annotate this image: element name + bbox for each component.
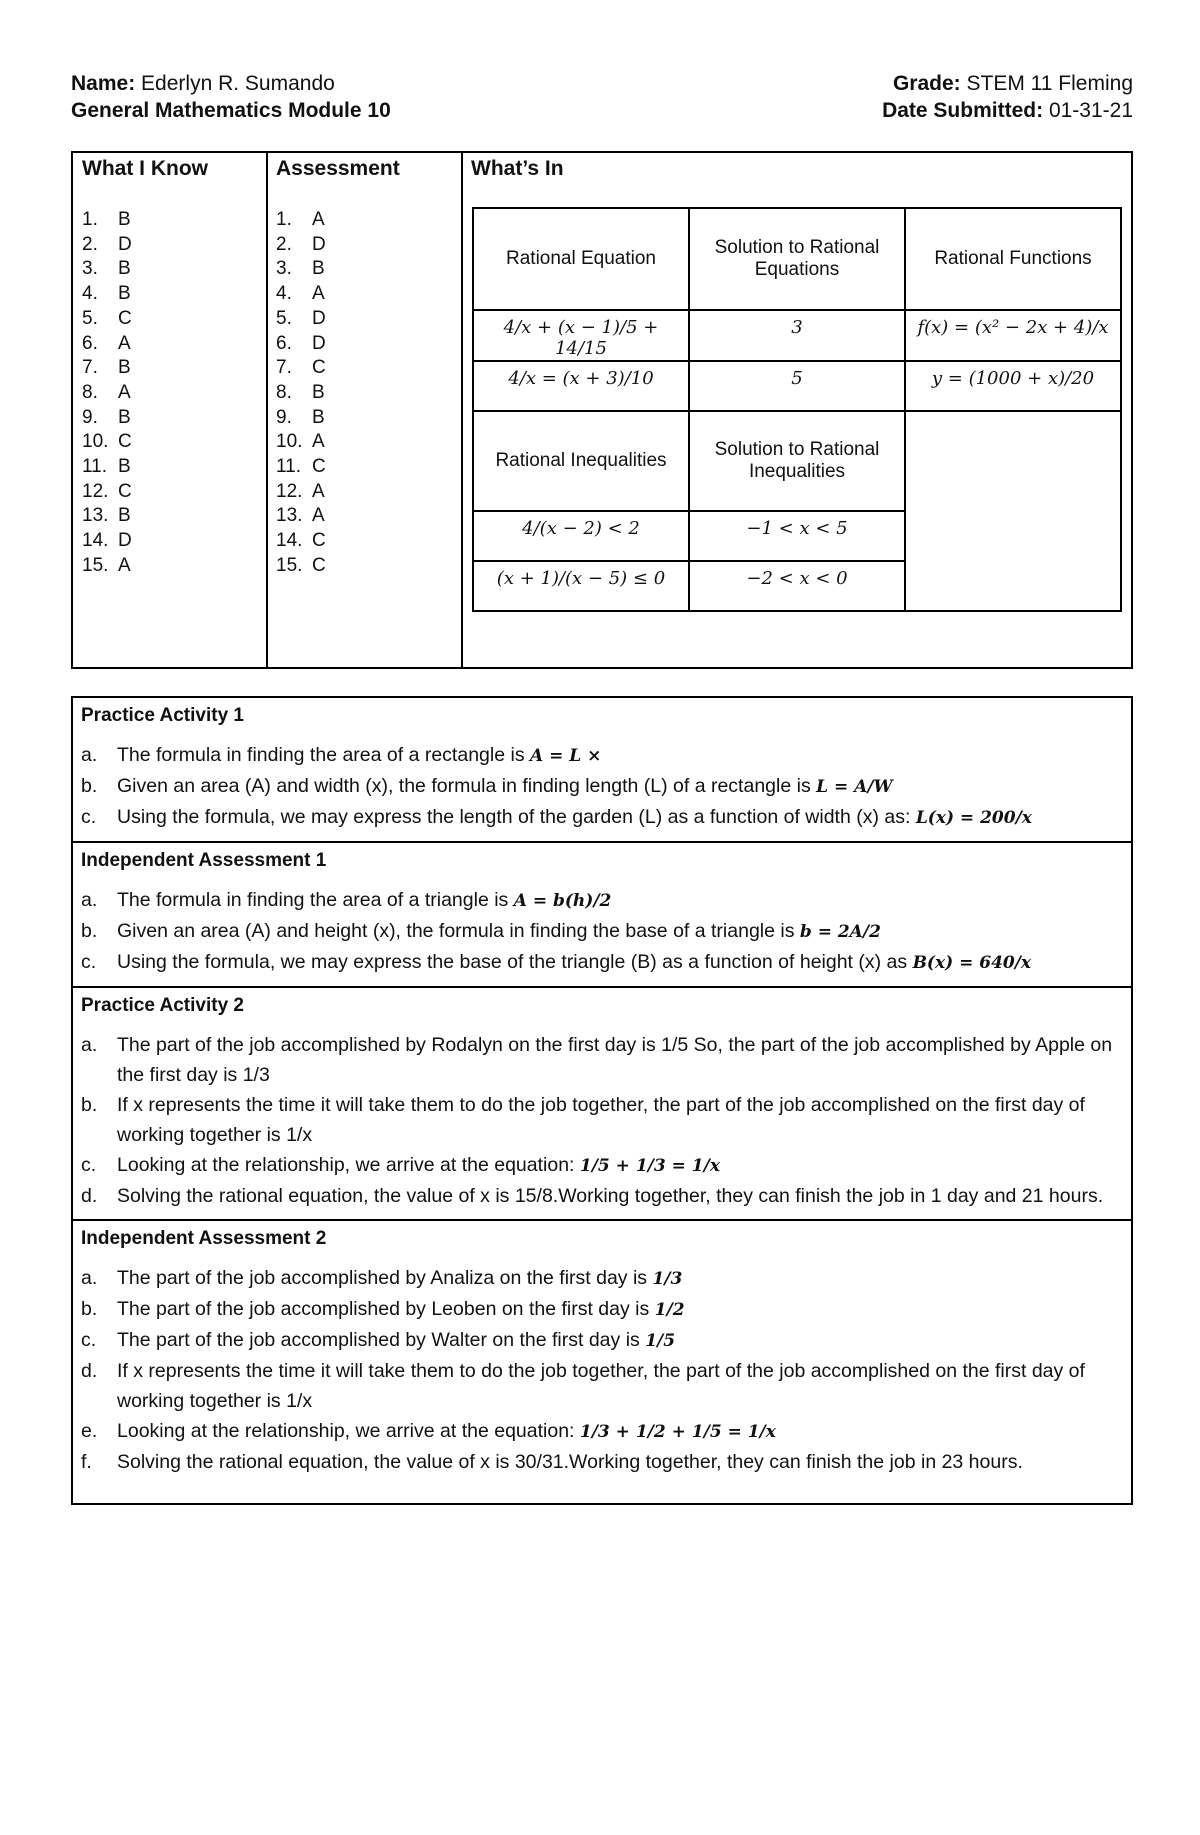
item-text: Looking at the relationship, we arrive at the equation: bbox=[117, 1154, 575, 1176]
answer-letter: A bbox=[312, 283, 325, 305]
answer-letter: A bbox=[312, 431, 325, 453]
section-title: Practice Activity 2 bbox=[81, 995, 244, 1016]
list-item bbox=[81, 1294, 1123, 1325]
answer-letter: D bbox=[312, 307, 326, 329]
list-item bbox=[81, 1030, 1123, 1090]
item-formula: b = 2A/2 bbox=[799, 922, 881, 942]
list-item bbox=[81, 1447, 1123, 1477]
whats-in-table bbox=[472, 207, 1122, 612]
answer-item bbox=[276, 554, 326, 579]
answer-letter: D bbox=[312, 233, 326, 255]
section-items bbox=[81, 1030, 1123, 1211]
answer-letter: A bbox=[118, 554, 131, 576]
item-text: The part of the job accomplished by Analiza on the first day is bbox=[117, 1267, 648, 1289]
answer-number: 10. bbox=[82, 431, 109, 453]
list-item bbox=[81, 740, 1123, 771]
item-formula: A = b(h)/2 bbox=[513, 891, 612, 911]
item-body bbox=[117, 947, 1031, 978]
list-item bbox=[81, 1181, 1123, 1211]
answer-number: 8. bbox=[276, 381, 292, 403]
column-divider bbox=[266, 153, 268, 667]
section-items bbox=[81, 885, 1123, 978]
answer-number: 15. bbox=[82, 554, 109, 576]
list-item bbox=[81, 771, 1123, 802]
activity-section bbox=[73, 698, 1131, 843]
item-formula: A = L × bbox=[530, 746, 602, 766]
list-item bbox=[81, 1356, 1123, 1416]
list-item bbox=[81, 1416, 1123, 1447]
item-formula: L = A/W bbox=[816, 777, 893, 797]
answer-item bbox=[82, 332, 132, 357]
answer-letter: B bbox=[118, 406, 131, 428]
answer-item bbox=[82, 455, 132, 480]
answer-letter: A bbox=[118, 381, 131, 403]
answer-letter: B bbox=[118, 209, 131, 230]
item-body bbox=[117, 1090, 1123, 1150]
item-letter: a. bbox=[81, 1267, 98, 1289]
item-formula: 1/5 + 1/3 = 1/x bbox=[579, 1156, 720, 1176]
answer-letter: B bbox=[118, 505, 131, 527]
list-item bbox=[81, 916, 1123, 947]
activities-box bbox=[71, 696, 1133, 1505]
answer-letter: A bbox=[312, 209, 325, 230]
item-letter: b. bbox=[81, 775, 98, 797]
answer-letter: C bbox=[118, 431, 132, 453]
item-letter: b. bbox=[81, 920, 98, 942]
section-items bbox=[81, 1263, 1123, 1477]
answer-item bbox=[82, 282, 132, 307]
rational-function-1: f(x) = (x² − 2x + 4)/x bbox=[905, 310, 1121, 361]
answer-item bbox=[82, 208, 132, 233]
item-formula: 1/3 bbox=[652, 1269, 683, 1289]
solution-1: 3 bbox=[689, 310, 905, 361]
answer-number: 7. bbox=[276, 357, 292, 379]
item-letter: e. bbox=[81, 1420, 98, 1442]
answer-number: 1. bbox=[82, 209, 98, 230]
activity-section bbox=[73, 843, 1131, 988]
item-body bbox=[117, 1356, 1123, 1416]
answer-item bbox=[276, 430, 326, 455]
item-text: Looking at the relationship, we arrive at the equation: bbox=[117, 1420, 575, 1442]
answer-letter: B bbox=[118, 283, 131, 305]
header-row-2 bbox=[71, 97, 1133, 124]
answer-letter: A bbox=[312, 480, 325, 502]
rational-equation-1: 4/x + (x − 1)/5 + 14/15 bbox=[473, 310, 689, 361]
item-body bbox=[117, 1030, 1123, 1090]
answer-item bbox=[82, 504, 132, 529]
answer-number: 12. bbox=[82, 480, 109, 502]
answer-number: 7. bbox=[82, 357, 98, 379]
answer-item bbox=[276, 257, 326, 282]
answer-letter: D bbox=[118, 233, 132, 255]
answer-item bbox=[82, 430, 132, 455]
item-text: The part of the job accomplished by Rodalyn on the first day is 1/5 So, the part of the job accomplished by Apple on the first day is 1/3 bbox=[117, 1034, 1113, 1086]
column-divider bbox=[461, 153, 463, 667]
item-text: Given an area (A) and height (x), the formula in finding the base of a triangle is bbox=[117, 920, 795, 942]
item-text: Solving the rational equation, the value of x is 30/31.Working together, they can finish the job in 23 hours. bbox=[117, 1451, 1023, 1473]
solution-2: 5 bbox=[689, 361, 905, 411]
list-item bbox=[81, 1090, 1123, 1150]
item-letter: b. bbox=[81, 1298, 98, 1320]
header-solution-equations: Solution to Rational Equations bbox=[689, 208, 905, 310]
answer-item bbox=[82, 529, 132, 554]
answer-letter: B bbox=[312, 258, 325, 280]
item-body bbox=[117, 1325, 675, 1356]
item-letter: a. bbox=[81, 744, 98, 766]
activity-section bbox=[73, 1221, 1131, 1503]
answer-number: 14. bbox=[276, 530, 303, 552]
answer-item bbox=[82, 381, 132, 406]
item-letter: a. bbox=[81, 889, 98, 911]
list-item bbox=[81, 1150, 1123, 1181]
rational-equation-2: 4/x = (x + 3)/10 bbox=[473, 361, 689, 411]
item-letter: c. bbox=[81, 1154, 97, 1176]
inequality-solution-2: −2 < x < 0 bbox=[689, 561, 905, 611]
list-item bbox=[81, 1263, 1123, 1294]
answer-number: 10. bbox=[276, 431, 303, 453]
answer-letter: B bbox=[312, 406, 325, 428]
answer-number: 2. bbox=[276, 233, 292, 255]
answer-number: 8. bbox=[82, 381, 98, 403]
item-letter: c. bbox=[81, 806, 97, 828]
item-body bbox=[117, 1294, 685, 1325]
whats-in-title: What’s In bbox=[471, 157, 564, 180]
answer-number: 11. bbox=[82, 456, 108, 478]
assessment-title: Assessment bbox=[276, 157, 400, 180]
section-title: Independent Assessment 2 bbox=[81, 1228, 327, 1249]
answer-letter: C bbox=[312, 554, 326, 576]
answer-item bbox=[82, 554, 132, 579]
answer-number: 3. bbox=[82, 258, 98, 280]
item-formula: 1/5 bbox=[645, 1331, 676, 1351]
answer-letter: B bbox=[118, 258, 131, 280]
answer-number: 15. bbox=[276, 554, 303, 576]
item-body bbox=[117, 771, 893, 802]
item-letter: d. bbox=[81, 1185, 98, 1207]
table-row bbox=[473, 361, 1121, 411]
answer-item bbox=[276, 381, 326, 406]
answer-letter: B bbox=[312, 381, 325, 403]
answer-number: 13. bbox=[276, 505, 303, 527]
inequality-solution-1: −1 < x < 5 bbox=[689, 511, 905, 561]
list-item bbox=[81, 1325, 1123, 1356]
answer-item bbox=[82, 307, 132, 332]
section-title: Practice Activity 1 bbox=[81, 705, 244, 726]
item-formula: B(x) = 640/x bbox=[912, 953, 1032, 973]
answer-number: 6. bbox=[82, 332, 98, 354]
item-text: The part of the job accomplished by Leoben on the first day is bbox=[117, 1298, 650, 1320]
list-item bbox=[81, 802, 1123, 833]
rational-inequality-1: 4/(x − 2) < 2 bbox=[473, 511, 689, 561]
answer-letter: D bbox=[312, 332, 326, 354]
answer-letter: B bbox=[118, 357, 131, 379]
what-i-know-list bbox=[82, 208, 132, 579]
header-rational-inequalities: Rational Inequalities bbox=[473, 411, 689, 511]
answer-item bbox=[276, 480, 326, 505]
answer-number: 4. bbox=[82, 283, 98, 305]
answer-number: 9. bbox=[276, 406, 292, 428]
answer-letter: C bbox=[312, 357, 326, 379]
answer-item bbox=[276, 455, 326, 480]
table-row bbox=[473, 411, 1121, 511]
header-rational-functions: Rational Functions bbox=[905, 208, 1121, 310]
answer-number: 3. bbox=[276, 258, 292, 280]
item-body bbox=[117, 1263, 682, 1294]
answer-number: 4. bbox=[276, 283, 292, 305]
header-solution-inequalities: Solution to Rational Inequalities bbox=[689, 411, 905, 511]
answer-number: 9. bbox=[82, 406, 98, 428]
item-text: The formula in finding the area of a triangle is bbox=[117, 889, 509, 911]
name-field: Name: Ederlyn R. Sumando bbox=[71, 72, 335, 95]
answer-item bbox=[82, 257, 132, 282]
answer-number: 11. bbox=[276, 456, 302, 478]
activity-section bbox=[73, 988, 1131, 1221]
answer-item bbox=[276, 233, 326, 258]
item-letter: b. bbox=[81, 1094, 98, 1116]
answer-item bbox=[276, 208, 326, 233]
rational-function-2: y = (1000 + x)/20 bbox=[905, 361, 1121, 411]
answer-item bbox=[276, 356, 326, 381]
what-i-know-title: What I Know bbox=[82, 157, 208, 180]
answer-item bbox=[276, 332, 326, 357]
item-body bbox=[117, 1181, 1103, 1211]
item-text: If x represents the time it will take them to do the job together, the part of the job accomplished on the first day of working together is 1/x bbox=[117, 1094, 1085, 1146]
item-letter: c. bbox=[81, 951, 97, 973]
answers-box bbox=[71, 151, 1133, 669]
item-body bbox=[117, 885, 611, 916]
header-rational-equation: Rational Equation bbox=[473, 208, 689, 310]
answer-number: 13. bbox=[82, 505, 109, 527]
item-text: Using the formula, we may express the base of the triangle (B) as a function of height (x) as bbox=[117, 951, 908, 973]
section-items bbox=[81, 740, 1123, 833]
item-text: The part of the job accomplished by Walter on the first day is bbox=[117, 1329, 640, 1351]
answer-item bbox=[82, 233, 132, 258]
answer-item bbox=[82, 356, 132, 381]
answer-letter: C bbox=[118, 480, 132, 502]
answer-number: 14. bbox=[82, 530, 109, 552]
item-formula: L(x) = 200/x bbox=[915, 808, 1032, 828]
answer-item bbox=[82, 406, 132, 431]
item-letter: a. bbox=[81, 1034, 98, 1056]
answer-letter: B bbox=[118, 456, 131, 478]
item-letter: d. bbox=[81, 1360, 98, 1382]
item-body bbox=[117, 1416, 776, 1447]
item-text: Using the formula, we may express the length of the garden (L) as a function of width (x) as: bbox=[117, 806, 911, 828]
answer-number: 2. bbox=[82, 233, 98, 255]
answer-letter: C bbox=[312, 530, 326, 552]
item-letter: f. bbox=[81, 1451, 92, 1473]
answer-number: 6. bbox=[276, 332, 292, 354]
rational-inequality-2: (x + 1)/(x − 5) ≤ 0 bbox=[473, 561, 689, 611]
item-body bbox=[117, 1447, 1023, 1477]
answer-letter: D bbox=[118, 530, 132, 552]
empty-cell bbox=[905, 411, 1121, 611]
answer-letter: A bbox=[312, 505, 325, 527]
answer-letter: C bbox=[312, 456, 326, 478]
answer-number: 5. bbox=[276, 307, 292, 329]
item-body bbox=[117, 802, 1032, 833]
answer-item bbox=[276, 529, 326, 554]
answer-item bbox=[276, 504, 326, 529]
item-letter: c. bbox=[81, 1329, 97, 1351]
header-row-1 bbox=[71, 70, 1133, 97]
item-text: If x represents the time it will take them to do the job together, the part of the job accomplished on the first day of working together is 1/x bbox=[117, 1360, 1085, 1412]
answer-number: 1. bbox=[276, 209, 292, 230]
answer-item bbox=[276, 406, 326, 431]
item-formula: 1/3 + 1/2 + 1/5 = 1/x bbox=[579, 1422, 776, 1442]
answer-letter: C bbox=[118, 307, 132, 329]
answer-item bbox=[276, 307, 326, 332]
answer-item bbox=[276, 282, 326, 307]
list-item bbox=[81, 885, 1123, 916]
grade-field: Grade: STEM 11 Fleming bbox=[892, 72, 1133, 95]
item-text: Solving the rational equation, the value of x is 15/8.Working together, they can finish the job in 1 day and 21 hours. bbox=[117, 1185, 1104, 1207]
item-text: Given an area (A) and width (x), the formula in finding length (L) of a rectangle is bbox=[117, 775, 811, 797]
table-row bbox=[473, 208, 1121, 310]
assessment-list bbox=[276, 208, 326, 579]
module-title: General Mathematics Module 10 bbox=[71, 99, 391, 122]
answer-item bbox=[82, 480, 132, 505]
item-body bbox=[117, 740, 601, 771]
item-body bbox=[117, 1150, 720, 1181]
date-field: Date Submitted: 01-31-21 bbox=[882, 99, 1133, 122]
item-text: The formula in finding the area of a rectangle is bbox=[117, 744, 525, 766]
answer-number: 5. bbox=[82, 307, 98, 329]
table-row bbox=[473, 310, 1121, 361]
section-title: Independent Assessment 1 bbox=[81, 850, 327, 871]
answer-letter: A bbox=[118, 332, 131, 354]
answer-number: 12. bbox=[276, 480, 303, 502]
item-formula: 1/2 bbox=[654, 1300, 685, 1320]
list-item bbox=[81, 947, 1123, 978]
item-body bbox=[117, 916, 881, 947]
